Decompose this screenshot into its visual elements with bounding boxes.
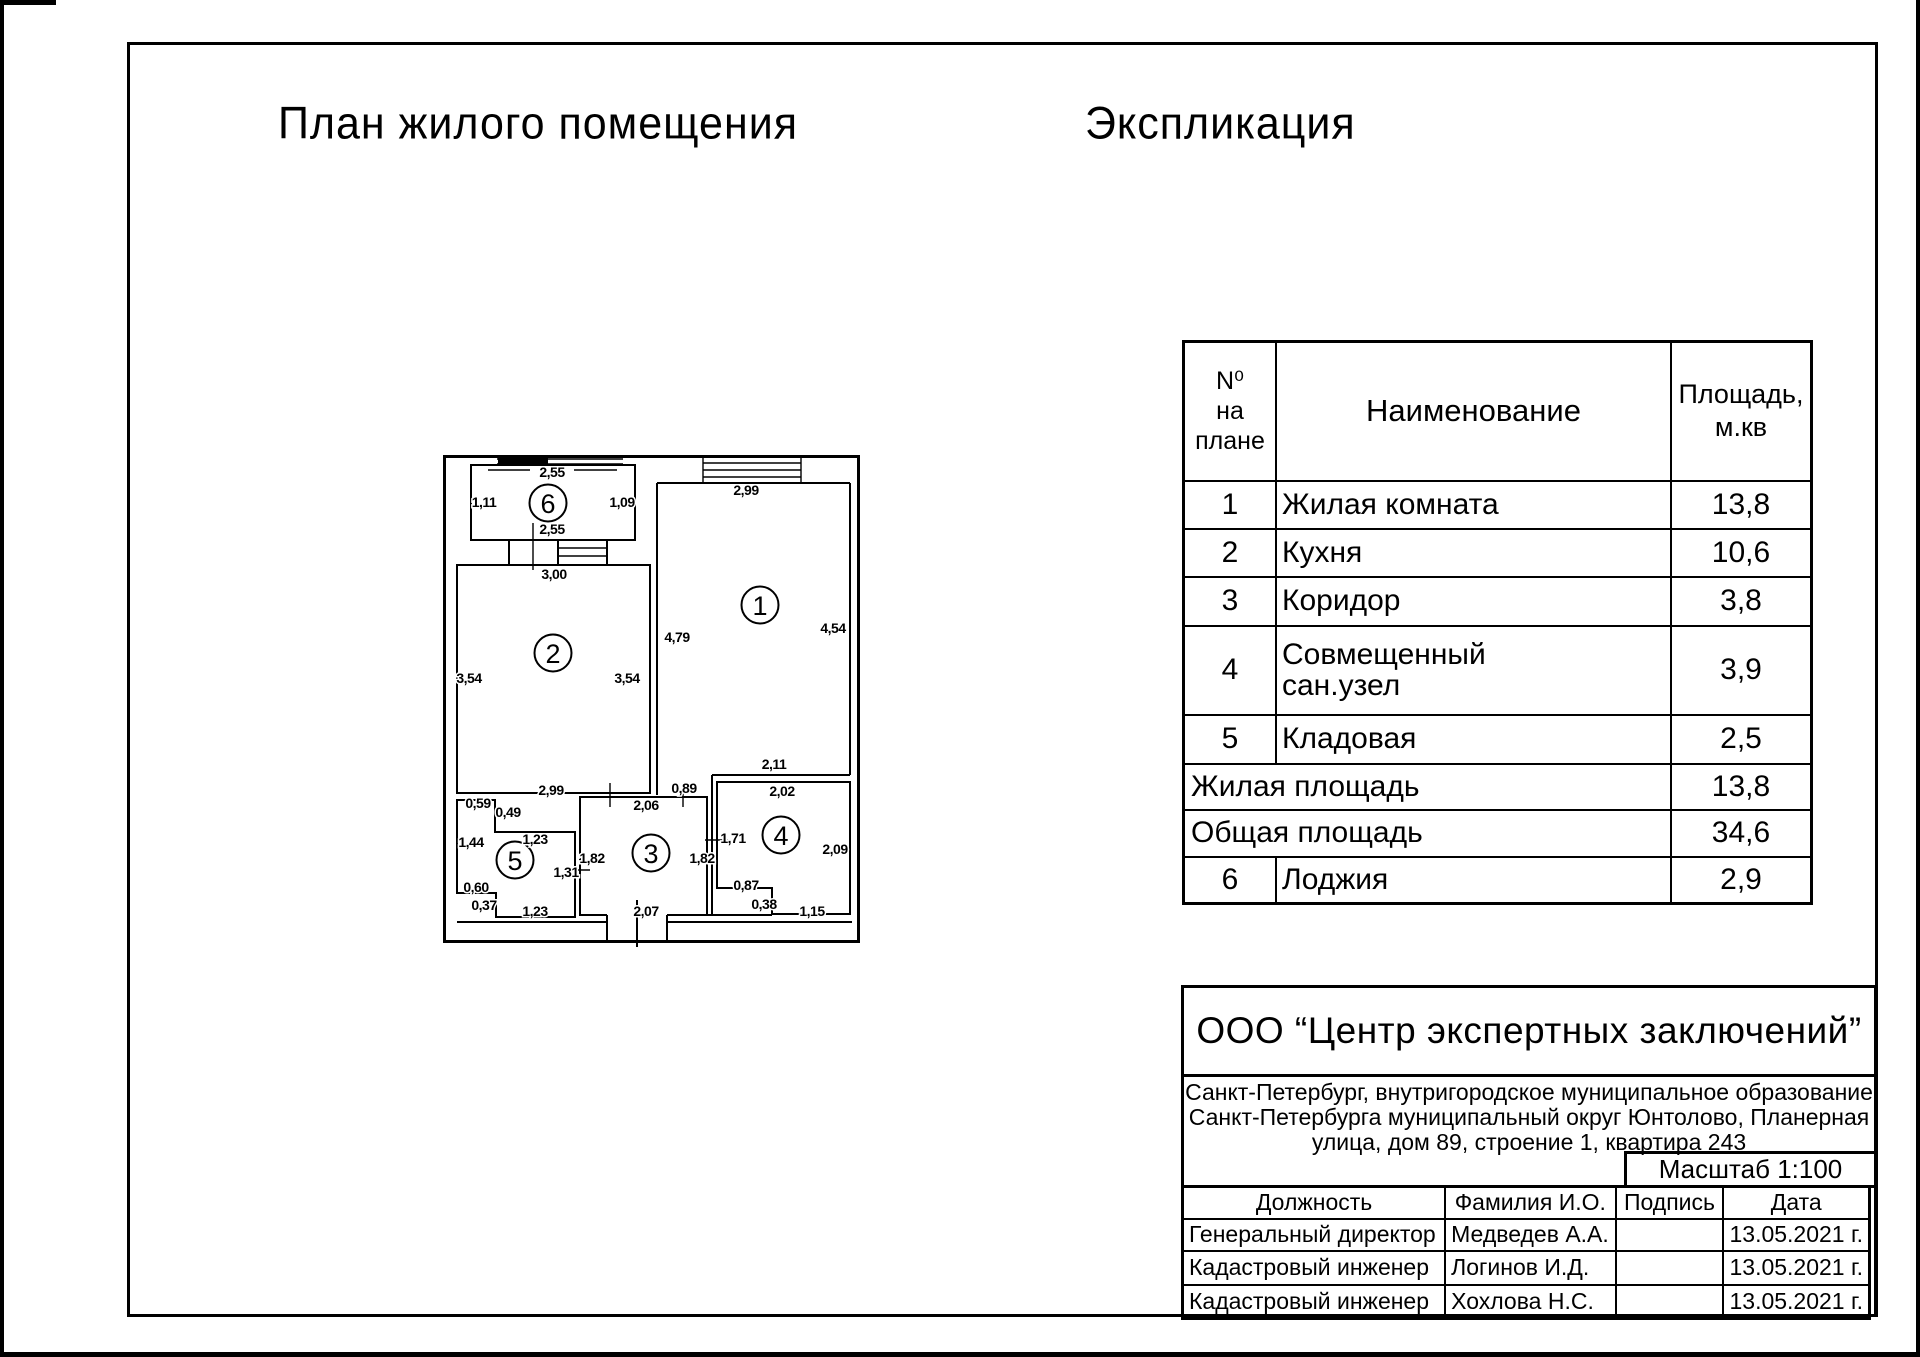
room-area: 3,9: [1671, 626, 1812, 715]
summary-row: [1184, 810, 1812, 857]
dimension-label: 0,87: [733, 877, 759, 893]
room-number-text: 4: [773, 821, 789, 851]
room-name: Коридор: [1282, 584, 1401, 618]
dimension-label: 3,54: [456, 670, 482, 686]
signatures-table: [1181, 1185, 1871, 1320]
header-area-line1: Площадь,: [1678, 378, 1804, 409]
room-number: 5: [1184, 715, 1277, 764]
right-edge-line: [1916, 0, 1920, 1357]
room-number: 3: [1184, 577, 1277, 626]
summary-label: Жилая площадь: [1184, 764, 1672, 810]
header-signature: Подпись: [1616, 1187, 1724, 1219]
staff-date: 13.05.2021 г.: [1723, 1251, 1869, 1285]
dimension-label: 1,44: [458, 834, 484, 850]
header-surname: Фамилия И.О.: [1445, 1187, 1615, 1219]
header-position: Должность: [1183, 1187, 1446, 1219]
room-name: Кладовая: [1282, 722, 1417, 756]
staff-signature: [1616, 1219, 1724, 1251]
address-line: Санкт-Петербурга муниципальный округ Юнтолово, Планерная: [1188, 1104, 1870, 1130]
room-name: Жилая комната: [1282, 487, 1499, 521]
summary-area: 34,6: [1671, 810, 1812, 857]
room-number-text: 5: [507, 846, 523, 876]
staff-signature: [1616, 1285, 1724, 1319]
staff-date: 13.05.2021 г.: [1723, 1285, 1869, 1319]
room-number-text: 3: [643, 839, 659, 869]
dimension-label: 2,99: [538, 782, 564, 798]
table-row: [1184, 481, 1812, 529]
explication-title: Экспликация: [1085, 98, 1356, 150]
room-number: 6: [1184, 857, 1277, 904]
header-name-label: Наименование: [1366, 393, 1581, 429]
dimension-label: 2,55: [539, 464, 565, 480]
scale-label: Масштаб 1:100: [1624, 1151, 1877, 1188]
dimension-label: 1,23: [522, 903, 548, 919]
header-area-line2: м.кв: [1714, 412, 1768, 443]
summary-area: 13,8: [1671, 764, 1812, 810]
dimension-label: 2,06: [633, 797, 659, 813]
room-area: 10,6: [1671, 529, 1812, 577]
header-num-line1: N⁰: [1215, 367, 1245, 396]
room-number: 2: [1184, 529, 1277, 577]
room-name: Кухня: [1282, 535, 1363, 569]
signature-row: [1183, 1285, 1870, 1319]
dimension-label: 4,79: [664, 629, 690, 645]
dimension-label: 2,07: [633, 903, 659, 919]
dimension-label: 1,09: [609, 494, 635, 510]
table-row: [1184, 626, 1812, 715]
room-area: 13,8: [1671, 481, 1812, 529]
dimension-label: 0,37: [471, 897, 497, 913]
signature-row: [1183, 1219, 1870, 1251]
dimension-label: 2,11: [761, 756, 787, 772]
staff-signature: [1616, 1251, 1724, 1285]
dimension-label: 1,31: [553, 864, 579, 880]
room-number-labels: [497, 485, 800, 879]
dimension-label: 1,82: [579, 850, 605, 866]
table-header-row: [1184, 342, 1812, 481]
dimension-label: 3,54: [614, 670, 640, 686]
explication-table: [1182, 340, 1813, 905]
header-num-line2: на: [1216, 397, 1244, 426]
summary-label: Общая площадь: [1184, 810, 1672, 857]
dimension-label: 1,71: [720, 830, 746, 846]
dimension-label: 0,59: [465, 795, 491, 811]
staff-name: Медведев А.А.: [1445, 1219, 1615, 1251]
table-row: [1184, 577, 1812, 626]
dimension-label: 1,15: [799, 903, 825, 919]
room-number-text: 6: [540, 489, 556, 519]
summary-row: [1184, 764, 1812, 810]
staff-position: Генеральный директор: [1183, 1219, 1446, 1251]
table-row: [1184, 857, 1812, 904]
header-num-cell: [1184, 342, 1277, 481]
left-edge-line: [0, 0, 4, 1357]
room-number: 1: [1184, 481, 1277, 529]
company-name: ООО “Центр экспертных заключений”: [1184, 988, 1874, 1077]
signature-row: [1183, 1251, 1870, 1285]
signatures-header-row: [1183, 1187, 1870, 1219]
room-number-text: 2: [545, 639, 561, 669]
room-name: Лоджия: [1282, 863, 1389, 896]
room-area: 2,9: [1671, 857, 1812, 904]
dimension-label: 2,99: [733, 482, 759, 498]
staff-position: Кадастровый инженер: [1183, 1285, 1446, 1319]
header-num-line3: плане: [1195, 427, 1265, 456]
title-block: [1181, 985, 1877, 1317]
address-line: улица, дом 89, строение 1, квартира 243: [1311, 1129, 1747, 1155]
room-number-text: 1: [752, 591, 768, 621]
table-row: [1184, 529, 1812, 577]
dimension-label: 0,49: [495, 804, 521, 820]
dimension-label: 2,02: [769, 783, 795, 799]
staff-name: Хохлова Н.С.: [1445, 1285, 1615, 1319]
plan-title: План жилого помещения: [278, 98, 799, 150]
floor-plan-drawing: [443, 450, 863, 950]
staff-date: 13.05.2021 г.: [1723, 1219, 1869, 1251]
header-date: Дата: [1723, 1187, 1869, 1219]
room-number: 4: [1184, 626, 1277, 715]
staff-position: Кадастровый инженер: [1183, 1251, 1446, 1285]
dimension-label: 2,09: [822, 841, 848, 857]
header-area-cell: [1671, 342, 1812, 481]
bottom-edge-line: [0, 1352, 1920, 1357]
header-name-cell: [1276, 342, 1671, 481]
loggia-window-sash: [498, 456, 548, 464]
dimension-label: 1,82: [689, 850, 715, 866]
dimension-label: 0,89: [671, 780, 697, 796]
table-row: [1184, 715, 1812, 764]
dimension-label: 2,55: [539, 521, 565, 537]
dimension-label: 0,60: [463, 879, 489, 895]
room-area: 2,5: [1671, 715, 1812, 764]
room-area: 3,8: [1671, 577, 1812, 626]
dimension-label: 1,11: [471, 494, 497, 510]
dimension-label: 0,38: [751, 896, 777, 912]
object-address: [1184, 1080, 1874, 1155]
top-left-edge-mark: [0, 0, 56, 5]
staff-name: Логинов И.Д.: [1445, 1251, 1615, 1285]
room-name: Совмещенный: [1282, 637, 1486, 671]
dimension-label: 3,00: [541, 566, 567, 582]
address-line: Санкт-Петербург, внутригородское муниципальное образование: [1185, 1079, 1873, 1105]
dimension-label: 4,54: [820, 620, 846, 636]
room-name-line2: сан.узел: [1282, 669, 1401, 702]
dimension-label: 1,23: [522, 831, 548, 847]
